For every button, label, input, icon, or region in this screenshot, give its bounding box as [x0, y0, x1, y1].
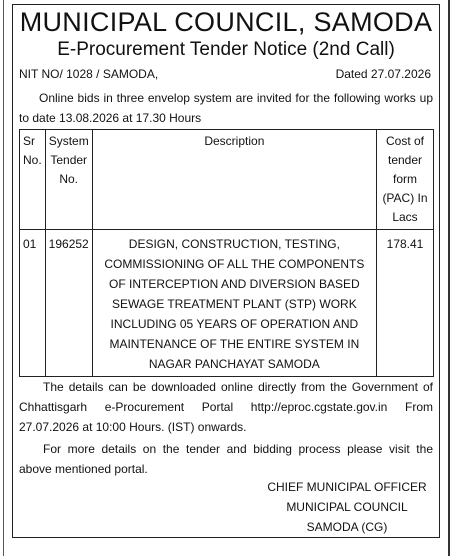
header-system-tender: System Tender No. — [45, 130, 92, 230]
page-edge-left — [3, 0, 4, 556]
signature-block — [257, 477, 437, 537]
header-sr: Sr No. — [20, 130, 46, 230]
signature-line3: SAMODA (CG) — [306, 520, 388, 534]
header-cost: Cost of tender form (PAC) In Lacs — [377, 130, 434, 230]
cell-description: DESIGN, CONSTRUCTION, TESTING, COMMISSIONING OF ALL THE COMPONENTS OF INTERCEPTION AND DIVERSION BASED SEWAGE TREATMENT PLANT (STP) WORK INCLUDING 05 YEARS OF OPERATION AND MAINTENANCE OF THE ENTIRE SYSTEM IN NAGAR PANCHAYAT SAMODA — [92, 230, 376, 377]
nit-number: NIT NO/ 1028 / SAMODA, — [19, 67, 159, 81]
header-description: Description — [92, 130, 376, 230]
details-paragraph: The details can be downloaded online directly from the Government of Chhattisgarh e-Procurement Portal http://eproc.cgstate.gov.in From 27.07.2026 at 10:00 Hours. (IST) onwards. — [19, 380, 433, 434]
signature-line2: MUNICIPAL COUNCIL — [286, 500, 408, 514]
cell-system-tender: 196252 — [45, 230, 92, 377]
intro-paragraph: Online bids in three envelop system are invited for the following works up to date 13.08.2026 at 17.30 Hours — [19, 91, 433, 125]
notice-title: MUNICIPAL COUNCIL, SAMODA — [19, 7, 433, 37]
tender-table — [19, 129, 434, 377]
notice-date: Dated 27.07.2026 — [335, 67, 431, 81]
cell-sr: 01 — [20, 230, 46, 377]
signature-line1: CHIEF MUNICIPAL OFFICER — [267, 480, 427, 494]
more-info-paragraph: For more details on the tender and bidding process please visit the above mentioned portal. — [19, 442, 433, 476]
page-edge-right — [448, 0, 450, 556]
notice-subtitle: E-Procurement Tender Notice (2nd Call) — [57, 39, 395, 60]
table-header-row — [20, 130, 434, 230]
table-row — [20, 230, 434, 377]
tender-notice — [12, 4, 440, 538]
nit-row — [19, 67, 431, 81]
cell-cost: 178.41 — [377, 230, 434, 377]
